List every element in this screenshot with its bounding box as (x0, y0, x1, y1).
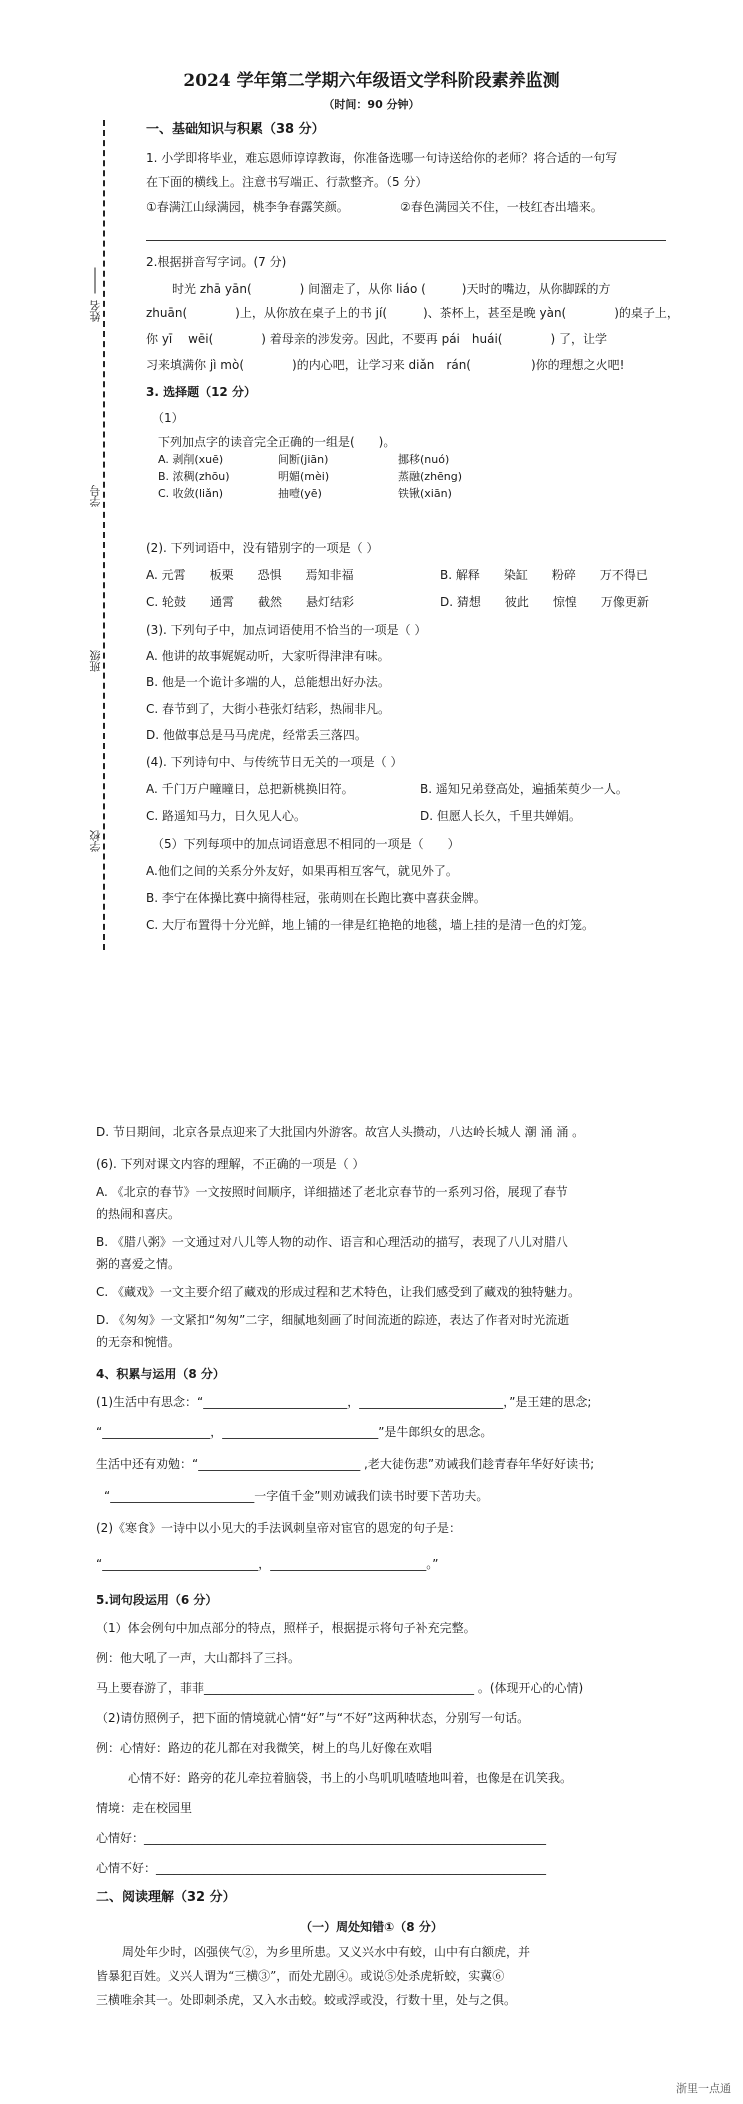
q3-part3-a: A. 他讲的故事娓娓动听，大家听得津津有味。 (146, 649, 390, 663)
q3-part1-c1: C. 收敛(liǎn) (158, 487, 224, 500)
q1-answer-line[interactable] (146, 240, 666, 241)
q5-line3[interactable]: 马上要春游了，菲菲_____________________________________________ 。(体现开心的心情) (96, 1681, 584, 1695)
q3-part2-a: A. 元霄 板栗 恐惧 焉知非福 (146, 568, 354, 582)
sidebar-name-label: 姓名 (89, 300, 102, 322)
sidebar-school-label: 学校 (89, 830, 102, 852)
q3-part4-a: A. 千门万户曈曈日，总把新桃换旧符。 (146, 782, 354, 796)
q3-part6-stem: (6). 下列对课文内容的理解，不正确的一项是（ ） (96, 1157, 365, 1171)
q3-part4-b: B. 遥知兄弟登高处，遍插茱萸少一人。 (420, 782, 628, 796)
q2-line4: 习来填满你 jì mò( )的内心吧，让学习来 diǎn rán( )你的理想之火吧! (146, 358, 625, 372)
passage-line3: 三横唯余其一。处即刺杀虎，又入水击蛟。蛟或浮或没，行数十里，处与之俱。 (96, 1993, 517, 2007)
q3-part6-d2: 的无奈和惋惜。 (96, 1335, 181, 1349)
q2-line1: 时光 zhā yān( ) 间溜走了，从你 liáo ( )天时的嘴边，从你脚踩的方 (172, 282, 611, 296)
q3-part6-c: C. 《藏戏》一文主要介绍了藏戏的形成过程和艺术特色，让我们感受到了藏戏的独特魅力。 (96, 1285, 581, 1299)
q3-part3-b: B. 他是一个诡计多端的人，总能想出好办法。 (146, 675, 390, 689)
q2-heading: 2.根据拼音写字词。(7 分) (146, 255, 287, 269)
q5-line7: 情境：走在校园里 (96, 1801, 193, 1815)
q5-line9[interactable]: 心情不好：_________________________________________________________________ (96, 1861, 547, 1875)
q3-part6-b2: 粥的喜爱之情。 (96, 1257, 181, 1271)
q1-line2: 在下面的横线上。注意书写端正、行款整齐。（5 分） (146, 175, 428, 189)
q3-part1-label: （1） (152, 411, 184, 425)
q3-part1-b1: B. 浓稠(zhōu) (158, 470, 230, 483)
q4-line1[interactable]: (1)生活中有思念：“________________________，________________________，”是王建的思念; (96, 1395, 592, 1409)
q5-line5: 例：心情好：路边的花儿都在对我微笑，树上的鸟儿好像在欢唱 (96, 1741, 433, 1755)
q3-part1-c2: 抽噎(yē) (278, 487, 322, 500)
q3-part2-c: C. 轮鼓 通霄 截然 悬灯结彩 (146, 595, 355, 609)
q4-line3[interactable]: 生活中还有劝勉：“___________________________ ,老大徒伤悲”劝诫我们趁青春年华好好读书; (96, 1457, 595, 1471)
q1-line1: 1. 小学即将毕业，难忘恩师谆谆教诲，你准备选哪一句诗送给你的老师？将合适的一句写 (146, 151, 618, 165)
q3-part1-a3: 挪移(nuó) (398, 453, 450, 466)
q3-part3-c: C. 春节到了，大街小巷张灯结彩，热闹非凡。 (146, 702, 391, 716)
q3-part2-stem: (2). 下列词语中，没有错别字的一项是（ ） (146, 541, 379, 555)
q3-part4-stem: (4). 下列诗句中、与传统节日无关的一项是（ ） (146, 755, 403, 769)
q4-heading: 4、积累与运用（8 分） (96, 1367, 225, 1381)
q5-line8[interactable]: 心情好：___________________________________________________________________ (96, 1831, 547, 1845)
page-title: 2024 学年第二学期六年级语文学科阶段素养监测 (183, 71, 560, 91)
q5-line2: 例：他大吼了一声，大山都抖了三抖。 (96, 1651, 301, 1665)
q3-part1-stem: 下列加点字的读音完全正确的一组是( )。 (158, 435, 396, 449)
exam-duration: （时间：90 分钟） (323, 98, 420, 111)
q3-part1-a2: 间断(jiān) (278, 453, 329, 466)
passage-title: （一）周处知错①（8 分） (300, 1920, 443, 1934)
q3-part3-stem: (3). 下列句子中，加点词语使用不恰当的一项是（ ） (146, 623, 427, 637)
q3-part5-stem: （5）下列每项中的加点词语意思不相同的一项是（ ） (152, 837, 460, 851)
q3-part1-b3: 蒸融(zhēng) (398, 470, 463, 483)
q5-heading: 5.词句段运用（6 分） (96, 1593, 218, 1607)
q2-line3: 你 yī wēi( ) 着母亲的涉发旁。因此，不要再 pái huái( ) 了，让学 (146, 332, 607, 346)
q3-part4-c: C. 路遥知马力，日久见人心。 (146, 809, 307, 823)
q1-option2: ②春色满园关不住，一枝红杏出墙来。 (400, 200, 603, 214)
q3-part6-a2: 的热闹和喜庆。 (96, 1207, 181, 1221)
passage-line2: 皆暴犯百姓。义兴人谓为“三横③”，而处尤剧④。或说⑤处杀虎斩蛟，实冀⑥ (96, 1969, 505, 1983)
sidebar-id-label: 学号 (89, 485, 102, 507)
binding-dashed-line (103, 120, 105, 950)
q3-part5-a: A.他们之间的关系分外友好，如果再相互客气，就见外了。 (146, 864, 458, 878)
q3-part6-d1: D. 《匆匆》一文紧扣“匆匆”二字，细腻地刻画了时间流逝的踪迹，表达了作者对时光流逝 (96, 1313, 570, 1327)
q3-part1-c3: 铁锹(xiān) (398, 487, 452, 500)
q4-line5: (2)《寒食》一诗中以小见大的手法讽刺皇帝对宦官的恩宠的句子是： (96, 1521, 462, 1535)
q2-line2: zhuān( )上，从你放在桌子上的书 jí( )、茶杯上，甚至是晚 yàn( )的桌子上， (146, 306, 679, 320)
q4-line2[interactable]: “__________________，__________________________”是牛郎织女的思念。 (96, 1425, 493, 1439)
sidebar-class-label: 班级 (89, 650, 102, 672)
q4-line6[interactable]: “__________________________，__________________________。” (96, 1557, 439, 1571)
q3-part5-c: C. 大厅布置得十分光鲜，地上铺的一律是红艳艳的地毯，墙上挂的是清一色的灯笼。 (146, 918, 595, 932)
section2-heading: 二、阅读理解（32 分） (96, 1890, 236, 1905)
q3-part5-b: B. 李宁在体操比赛中摘得桂冠，张萌则在长跑比赛中喜获金牌。 (146, 891, 486, 905)
q3-part2-b: B. 解释 染缸 粉碎 万不得已 (440, 568, 648, 582)
q3-heading: 3. 选择题（12 分） (146, 385, 256, 399)
q3-part6-b1: B. 《腊八粥》一文通过对八儿等人物的动作、语言和心理活动的描写，表现了八儿对腊八 (96, 1235, 568, 1249)
q5-line4: （2)请仿照例子，把下面的情境就心情“好”与“不好”这两种状态，分别写一句话。 (96, 1711, 530, 1725)
q5-line1: （1）体会例句中加点部分的特点，照样子，根据提示将句子补充完整。 (96, 1621, 476, 1635)
q1-option1: ①春满江山绿满园，桃李争春露笑颜。 (146, 200, 349, 214)
passage-line1: 周处年少时，凶强侠气②，为乡里所患。又义兴水中有蛟，山中有白额虎，并 (122, 1945, 531, 1959)
q3-part2-d: D. 猜想 彼此 惊惶 万像更新 (440, 595, 649, 609)
q3-part6-a1: A. 《北京的春节》一文按照时间顺序，详细描述了老北京春节的一系列习俗，展现了春节 (96, 1185, 568, 1199)
q3-part4-d: D. 但愿人长久，千里共婵娟。 (420, 809, 581, 823)
q3-part1-a1: A. 剥削(xuē) (158, 453, 224, 466)
q5-line6: 心情不好：路旁的花儿牵拉着脑袋，书上的小鸟叽叽喳喳地叫着，也像是在讥笑我。 (128, 1771, 573, 1785)
q3-part1-b2: 明媚(mèi) (278, 470, 330, 483)
section1-heading: 一、基础知识与积累（38 分） (146, 122, 325, 137)
watermark: 浙里一点通 (676, 2082, 731, 2095)
sidebar-name-underline (95, 268, 96, 294)
q3-part3-d: D. 他做事总是马马虎虎，经常丢三落四。 (146, 728, 367, 742)
q4-line4[interactable]: “________________________一字值千金”则劝诫我们读书时要下苦功夫。 (104, 1489, 489, 1503)
q3-part5-d: D. 节日期间，北京各景点迎来了大批国内外游客。故宫人头攒动，八达岭长城人 潮 涌 涌 。 (96, 1125, 585, 1139)
